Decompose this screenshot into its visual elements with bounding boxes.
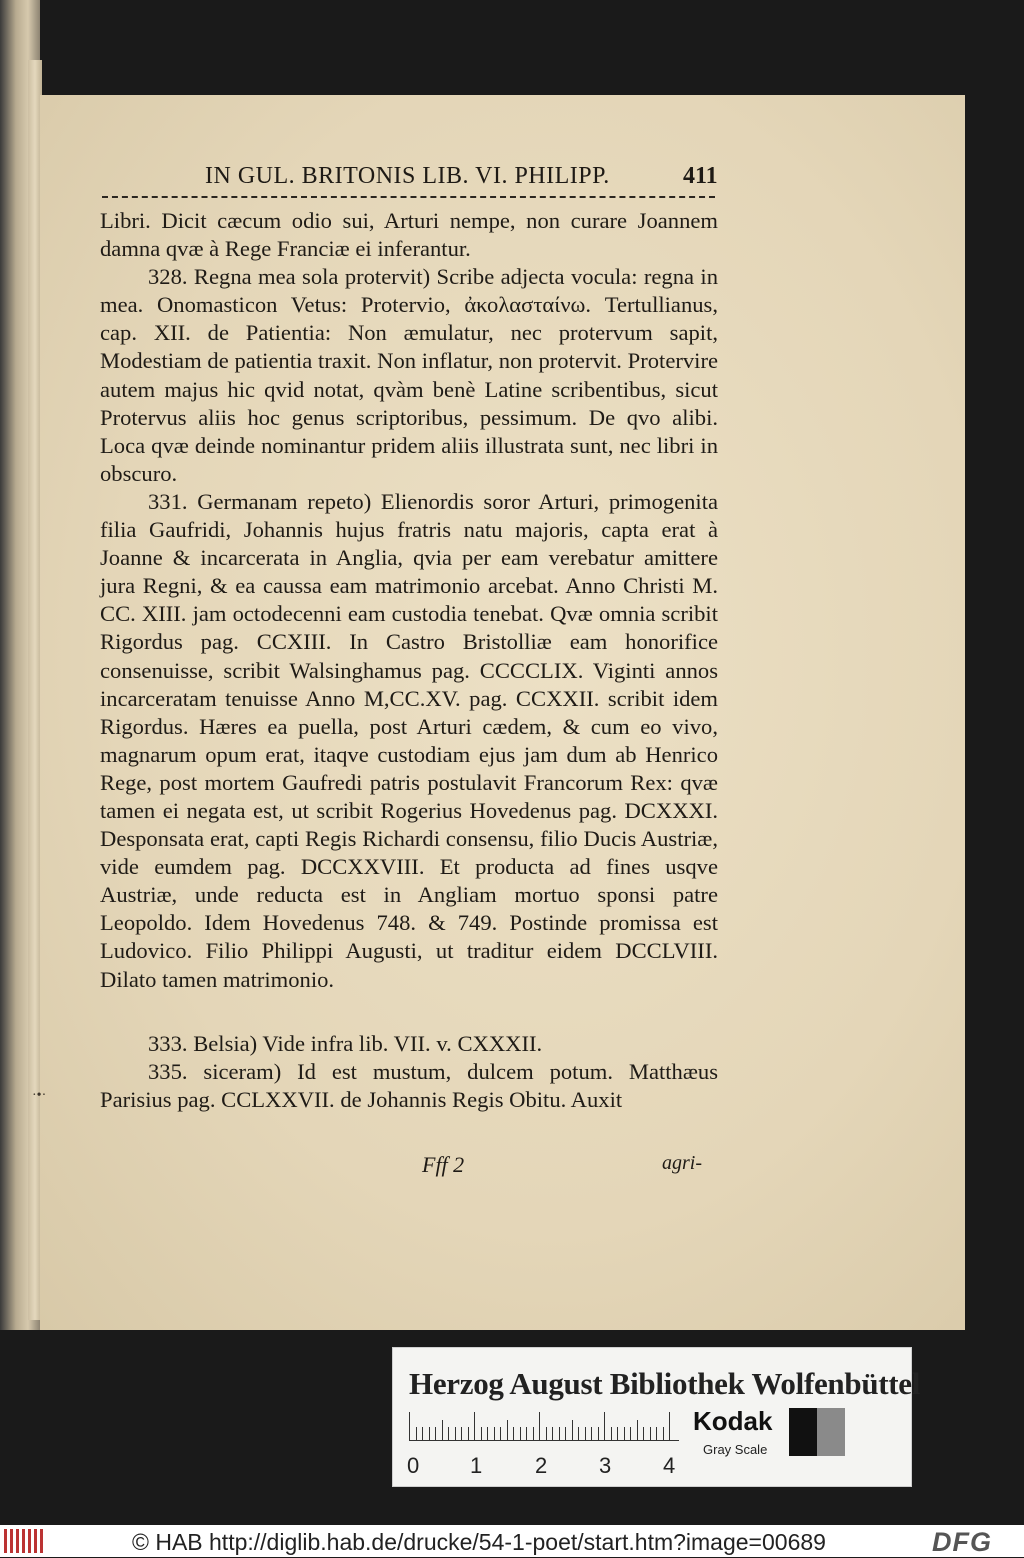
paragraph-continuation: Libri. Dicit cæcum odio sui, Arturi nempe, non curare Joannem damna qvæ à Rege Franciæ ei inferantur. bbox=[100, 208, 718, 262]
ruler-tick bbox=[604, 1412, 605, 1440]
ruler-tick bbox=[474, 1412, 475, 1440]
note-328: 328. Regna mea sola protervit) Scribe adjecta vocula: regna in mea. Onomasticon Vetus: Protervio, ἀκολασταίνω. Tertullianus, cap. XII. de Patientia: Non æmulatur, nec protervum sapit, Modestiam de patientia traxit. Non inflatur, non protervit. Protervire autem majus hic qvid notat, qvàm benè Latine scribentibus, sicut Protervus aliis hoc genus scriptoribus, pessimum. De qvo alibi. Loca qvæ deinde nominantur pridem aliis illustrata sunt, nec libri in obscuro. bbox=[100, 264, 718, 486]
ruler-tick bbox=[552, 1427, 553, 1440]
ruler-tick bbox=[442, 1420, 443, 1440]
swatch-gray bbox=[817, 1408, 845, 1456]
ruler-tick bbox=[663, 1427, 664, 1440]
ruler-tick bbox=[513, 1427, 514, 1440]
scale-number: 3 bbox=[599, 1453, 612, 1478]
ruler-tick bbox=[481, 1427, 482, 1440]
ruler-tick bbox=[630, 1427, 631, 1440]
ruler-tick bbox=[578, 1427, 579, 1440]
signature-mark: Fff 2 bbox=[422, 1152, 465, 1177]
ruler-tick bbox=[416, 1427, 417, 1440]
ruler-tick bbox=[617, 1427, 618, 1440]
ruler-tick bbox=[520, 1427, 521, 1440]
ruler-tick bbox=[468, 1427, 469, 1440]
scale-number: 0 bbox=[407, 1453, 420, 1478]
ruler-tick bbox=[539, 1412, 540, 1440]
credit-link[interactable]: © HAB http://diglib.hab.de/drucke/54-1-poet/start.htm?image=00689 bbox=[132, 1529, 826, 1555]
ruler-tick bbox=[656, 1427, 657, 1440]
swatch-white bbox=[845, 1408, 873, 1456]
ruler-tick bbox=[546, 1427, 547, 1440]
ruler-tick bbox=[533, 1427, 534, 1440]
ruler-tick bbox=[650, 1427, 651, 1440]
ruler-tick bbox=[572, 1420, 573, 1440]
scale-number: 4 bbox=[663, 1453, 676, 1478]
ruler-tick bbox=[669, 1412, 670, 1440]
note-333: 333. Belsia) Vide infra lib. VII. v. CXXXII. bbox=[148, 1030, 543, 1056]
ruler-tick bbox=[598, 1427, 599, 1440]
note-335: 335. siceram) Id est mustum, dulcem potum. Matthæus Parisius pag. CCLXXVII. de Johannis Regis Obitu. Auxit bbox=[100, 1058, 718, 1112]
ruler-tick bbox=[559, 1427, 560, 1440]
ruler-tick bbox=[455, 1427, 456, 1440]
ruler-tick bbox=[507, 1420, 508, 1440]
ruler-tick bbox=[461, 1427, 462, 1440]
swatch-black bbox=[789, 1408, 817, 1456]
ruler-tick bbox=[448, 1427, 449, 1440]
color-target bbox=[392, 1347, 921, 1487]
margin-mark: ·•· bbox=[32, 1088, 47, 1103]
ruler-tick bbox=[591, 1427, 592, 1440]
ruler-tick bbox=[643, 1427, 644, 1440]
scale-number: 1 bbox=[470, 1453, 483, 1478]
ruler-tick bbox=[429, 1427, 430, 1440]
ruler-tick bbox=[435, 1427, 436, 1440]
running-head: IN GUL. BRITONIS LIB. VI. PHILIPP. bbox=[205, 163, 610, 189]
library-name: Herzog August Bibliothek Wolfenbüttel bbox=[409, 1366, 921, 1401]
ruler-tick bbox=[637, 1420, 638, 1440]
head-rule bbox=[102, 196, 715, 198]
dfg-logo: DFG bbox=[932, 1527, 992, 1557]
ruler-tick bbox=[526, 1427, 527, 1440]
ruler-tick bbox=[500, 1427, 501, 1440]
scale-numbers bbox=[407, 1453, 687, 1479]
page-number: 411 bbox=[683, 163, 718, 189]
catchword: agri- bbox=[662, 1152, 702, 1174]
ruler-tick bbox=[409, 1412, 410, 1440]
kodak-logo: Kodak bbox=[693, 1406, 773, 1436]
note-331: 331. Germanam repeto) Elienordis soror Arturi, primogenita filia Gaufridi, Johannis hujus fratris natu majoris, capta erat à Joanne & incarcerata in Anglia, qvia per eam verebatur amittere jura Regni, & ea caussa eam matrimonio arcebat. Anno Christi M. CC. XIII. jam octodecenni eam custodia tenebat. Qvæ omnia scribit Rigordus pag. CCXIII. In Castro Bristolliæ eam honorifice consenuisse, scribit Walsinghamus pag. CCCCLIX. Viginti annos incarceratam tenuisse Anno M,CC.XV. pag. CCXXII. scribit idem Rigordus. Hæres ea puella, post Arturi cædem, & cum eo vivo, magnarum opum erat, itaqve custodiam ejus jam dum ab Henrico Rege, post mortem Gaufredi patris postulavit Francorum Rex: qvæ tamen ei negata est, ut scribit Rogerius Hovedenus pag. DCXXXI. Desponsata erat, capti Regis Richardi consensu, filio Ducis Austriæ, vide eumdem pag. DCCXXVIII. Et producta ad fines usqve Austriæ, unde reducta est in Angliam mortuo sponsi patre Leopoldo. Idem Hovedenus 748. & 749. Postinde promissa est Ludovico. Filio Philippi Augusti, ut traditur eidem DCCLVIII. Dilato tamen matrimonio. bbox=[100, 488, 718, 992]
ruler-tick bbox=[611, 1427, 612, 1440]
gray-swatches bbox=[789, 1408, 873, 1456]
ruler-tick bbox=[494, 1427, 495, 1440]
ruler-tick bbox=[422, 1427, 423, 1440]
scale-number: 2 bbox=[535, 1453, 548, 1478]
footer-bar bbox=[0, 1525, 1024, 1557]
ruler-tick bbox=[487, 1427, 488, 1440]
ruler-tick bbox=[624, 1427, 625, 1440]
barcode-icon bbox=[4, 1529, 50, 1553]
scale-ruler bbox=[409, 1410, 679, 1441]
ruler-tick bbox=[585, 1427, 586, 1440]
gray-scale-label: Gray Scale bbox=[703, 1442, 768, 1457]
ruler-tick bbox=[565, 1427, 566, 1440]
body-text bbox=[100, 207, 718, 1114]
